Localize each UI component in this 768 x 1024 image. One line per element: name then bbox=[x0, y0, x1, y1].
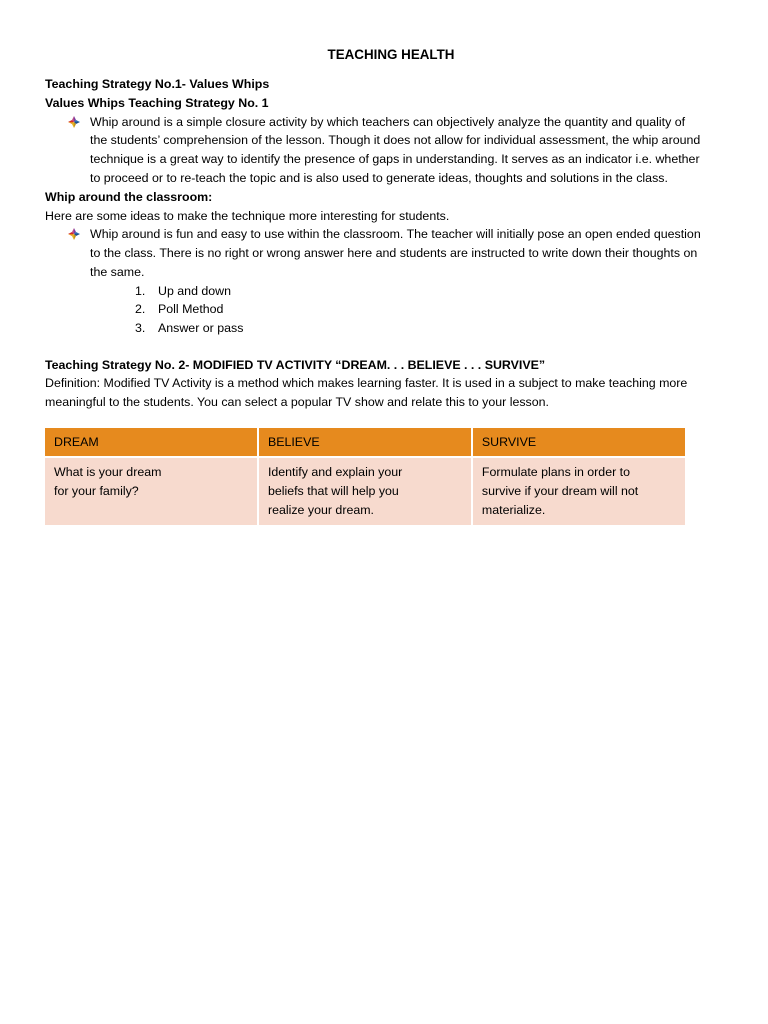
bullet-line: Whip around is fun and easy to use within the classroom. The teacher will initially pose an open ended question bbox=[90, 227, 701, 242]
table-cell-dream bbox=[45, 458, 257, 524]
list-item-text: Answer or pass bbox=[158, 320, 244, 335]
table-row bbox=[45, 458, 685, 524]
bullet-line: the students’ comprehension of the lesson. Though it does not allow for individual assessment, the whip around bbox=[90, 133, 701, 148]
cell-line: realize your dream. bbox=[267, 502, 374, 517]
table-header-dream: DREAM bbox=[45, 428, 257, 456]
bullet-line: to proceed or to re-teach the topic and is also used to generate ideas, thoughts and solutions in the class. bbox=[90, 170, 668, 185]
list-number: 1. bbox=[135, 283, 146, 298]
whip-around-intro: Here are some ideas to make the technique more interesting for students. bbox=[45, 208, 450, 223]
cell-line: What is your dream bbox=[54, 465, 162, 480]
table-header-survive: SURVIVE bbox=[473, 428, 685, 456]
whip-around-subheading: Whip around the classroom: bbox=[45, 189, 213, 204]
strategy2-definition-line: Definition: Modified TV Activity is a method which makes learning faster. It is used in a subject to make teaching more bbox=[45, 376, 688, 391]
strategy2-definition-line: meaningful to the students. You can select a popular TV show and relate this to your lesson. bbox=[45, 395, 549, 410]
bullet-line: the same. bbox=[90, 264, 145, 279]
document-page bbox=[45, 46, 725, 527]
bullet-line: to the class. There is no right or wrong answer here and students are instructed to write down their thoughts on bbox=[90, 246, 698, 261]
four-color-arrow-bullet-icon bbox=[68, 116, 80, 128]
list-number: 3. bbox=[135, 320, 146, 335]
list-number: 2. bbox=[135, 302, 146, 317]
document-title: TEACHING HEALTH bbox=[327, 47, 455, 62]
four-color-arrow-bullet-icon bbox=[68, 228, 80, 240]
cell-line: Identify and explain your bbox=[267, 465, 403, 480]
table-header-row bbox=[45, 428, 685, 456]
numbered-list bbox=[45, 282, 725, 338]
list-item bbox=[45, 282, 725, 301]
table-header-believe: BELIEVE bbox=[259, 428, 471, 456]
strategy1-subtitle: Values Whips Teaching Strategy No. 1 bbox=[45, 95, 269, 110]
bullet-item-whip-around-usage bbox=[45, 225, 725, 281]
table-cell-survive bbox=[473, 458, 685, 524]
bullet-line: technique is a great way to identify the presence of gaps in understanding. It serves as an indicator i.e. whether bbox=[90, 152, 700, 167]
cell-line: Formulate plans in order to bbox=[481, 465, 630, 480]
list-item-text: Up and down bbox=[158, 283, 232, 298]
strategy2-heading: Teaching Strategy No. 2- MODIFIED TV ACTIVITY “DREAM. . . BELIEVE . . . SURVIVE” bbox=[45, 357, 546, 372]
list-item-text: Poll Method bbox=[158, 302, 224, 317]
cell-line: survive if your dream will not bbox=[481, 484, 639, 499]
list-item bbox=[45, 300, 725, 319]
cell-line: materialize. bbox=[481, 502, 546, 517]
bullet-item-whip-around-definition bbox=[45, 113, 725, 188]
cell-line: beliefs that will help you bbox=[267, 484, 399, 499]
table-cell-believe bbox=[259, 458, 471, 524]
bullet-line: Whip around is a simple closure activity by which teachers can objectively analyze the quantity and quality of bbox=[90, 114, 686, 129]
strategy1-heading: Teaching Strategy No.1- Values Whips bbox=[45, 77, 270, 91]
list-item bbox=[45, 319, 725, 338]
dream-believe-survive-table bbox=[43, 426, 687, 526]
cell-line: for your family? bbox=[54, 484, 139, 499]
